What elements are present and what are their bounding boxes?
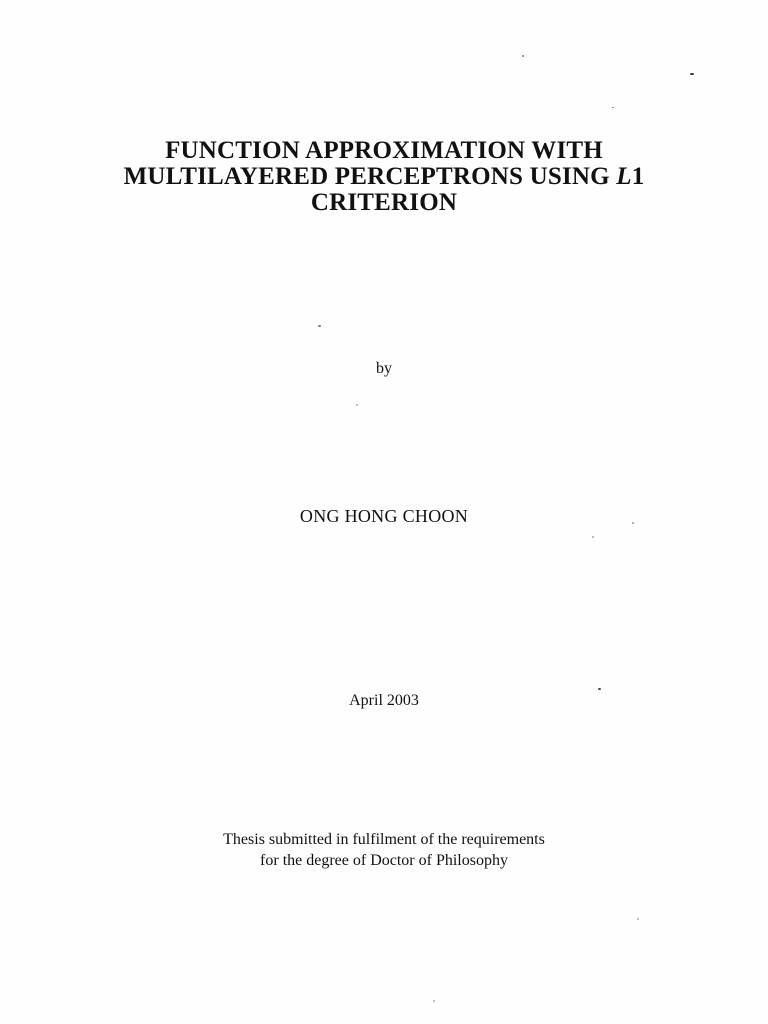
title-line-1: FUNCTION APPROXIMATION WITH	[165, 137, 603, 164]
scan-speck	[632, 522, 634, 524]
by-label: by	[376, 360, 392, 377]
scan-speck	[522, 55, 524, 57]
degree-statement	[0, 829, 768, 871]
title-line-2	[0, 164, 768, 190]
thesis-title	[0, 138, 768, 216]
scan-speck	[592, 536, 594, 538]
scan-speck	[690, 73, 694, 75]
scan-speck	[356, 404, 358, 406]
scan-speck	[598, 688, 601, 690]
author-name: ONG HONG CHOON	[299, 506, 469, 526]
scan-speck	[318, 325, 321, 327]
title-line-2-text: MULTILAYERED PERCEPTRONS USING	[123, 163, 617, 190]
submission-date: April 2003	[349, 692, 419, 709]
scan-speck	[433, 1000, 435, 1002]
scan-speck	[637, 918, 639, 920]
title-l-italic: L	[616, 163, 632, 190]
title-l-suffix: 1	[631, 163, 645, 190]
degree-statement-line-1: Thesis submitted in fulfilment of the requirements	[223, 831, 545, 848]
title-line-3: CRITERION	[310, 189, 458, 216]
scan-speck	[612, 107, 614, 108]
degree-statement-line-2: for the degree of Doctor of Philosophy	[260, 852, 508, 869]
